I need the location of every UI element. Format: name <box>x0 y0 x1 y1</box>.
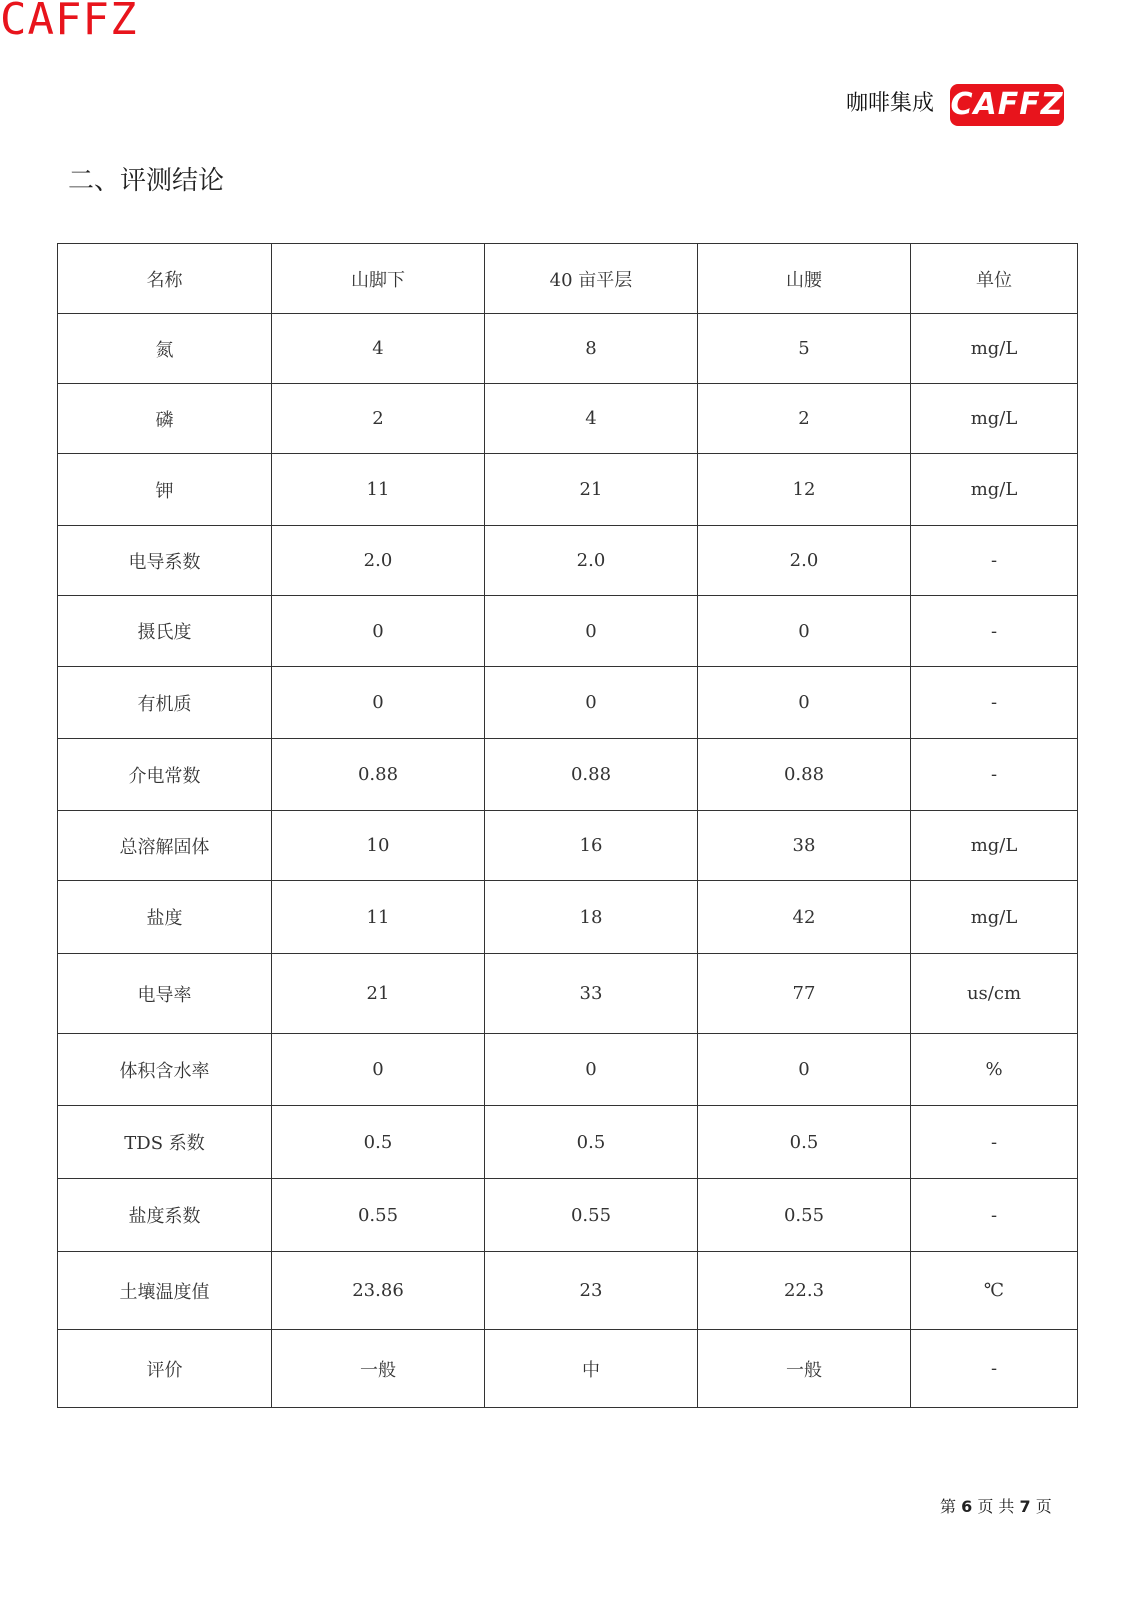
caffz-watermark: CAFFZ <box>0 0 138 45</box>
cell-unit: mg/L <box>911 314 1078 384</box>
cell-value: 11 <box>272 454 485 526</box>
caffz-logo: CAFFZ <box>950 84 1064 126</box>
cell-value: 0.5 <box>485 1106 698 1179</box>
current-page-number: 6 <box>961 1497 973 1516</box>
cell-value: 2 <box>272 384 485 454</box>
cell-value: 0.55 <box>485 1179 698 1252</box>
footer-prefix: 第 <box>940 1497 957 1516</box>
cell-value: 12 <box>698 454 911 526</box>
cell-unit: - <box>911 667 1078 739</box>
cell-value: 0.5 <box>698 1106 911 1179</box>
table-row <box>58 384 1078 454</box>
footer-suffix: 页 <box>1035 1497 1052 1516</box>
cell-value: 0.88 <box>698 739 911 811</box>
table-row <box>58 1179 1078 1252</box>
table-row <box>58 811 1078 881</box>
row-label: 盐度 <box>58 881 272 954</box>
cell-unit: - <box>911 1106 1078 1179</box>
row-label: 电导系数 <box>58 526 272 596</box>
cell-value: 23 <box>485 1252 698 1330</box>
table-row <box>58 454 1078 526</box>
table-row <box>58 954 1078 1034</box>
row-label: 总溶解固体 <box>58 811 272 881</box>
cell-value: 0 <box>272 1034 485 1106</box>
cell-value: 0.88 <box>485 739 698 811</box>
table-row <box>58 314 1078 384</box>
table-row <box>58 1330 1078 1408</box>
cell-value: 38 <box>698 811 911 881</box>
cell-value: 0.88 <box>272 739 485 811</box>
row-label: 体积含水率 <box>58 1034 272 1106</box>
cell-value: 18 <box>485 881 698 954</box>
cell-value: 0 <box>698 667 911 739</box>
row-label: 盐度系数 <box>58 1179 272 1252</box>
cell-value: 42 <box>698 881 911 954</box>
cell-value: 77 <box>698 954 911 1034</box>
cell-unit: mg/L <box>911 811 1078 881</box>
row-label: 钾 <box>58 454 272 526</box>
cell-unit: - <box>911 526 1078 596</box>
row-label: 电导率 <box>58 954 272 1034</box>
cell-value: 0 <box>485 1034 698 1106</box>
cell-value: 10 <box>272 811 485 881</box>
cell-unit: - <box>911 596 1078 667</box>
cell-unit: - <box>911 739 1078 811</box>
cell-value: 0.5 <box>272 1106 485 1179</box>
row-label: 土壤温度值 <box>58 1252 272 1330</box>
cell-unit: - <box>911 1179 1078 1252</box>
row-label: 磷 <box>58 384 272 454</box>
cell-unit: us/cm <box>911 954 1078 1034</box>
cell-value: 11 <box>272 881 485 954</box>
table-row <box>58 667 1078 739</box>
column-header-hillside: 山腰 <box>698 244 911 314</box>
cell-value: 2.0 <box>698 526 911 596</box>
total-pages-number: 7 <box>1019 1497 1031 1516</box>
cell-value: 22.3 <box>698 1252 911 1330</box>
cell-value: 33 <box>485 954 698 1034</box>
row-label: 评价 <box>58 1330 272 1408</box>
cell-unit: mg/L <box>911 454 1078 526</box>
cell-value: 中 <box>485 1330 698 1408</box>
row-label: 有机质 <box>58 667 272 739</box>
row-label: 介电常数 <box>58 739 272 811</box>
brand-name: 咖啡集成 <box>846 91 935 116</box>
cell-value: 16 <box>485 811 698 881</box>
column-header-unit: 单位 <box>911 244 1078 314</box>
cell-value: 0.55 <box>272 1179 485 1252</box>
table-row <box>58 596 1078 667</box>
cell-value: 0.55 <box>698 1179 911 1252</box>
section-title: 二、评测结论 <box>68 166 225 196</box>
cell-value: 一般 <box>272 1330 485 1408</box>
cell-unit: ℃ <box>911 1252 1078 1330</box>
cell-value: 5 <box>698 314 911 384</box>
cell-value: 8 <box>485 314 698 384</box>
cell-value: 21 <box>485 454 698 526</box>
cell-unit: % <box>911 1034 1078 1106</box>
table-header-row <box>58 244 1078 314</box>
row-label: TDS 系数 <box>58 1106 272 1179</box>
column-header-40mu-terrace: 40 亩平层 <box>485 244 698 314</box>
cell-unit: mg/L <box>911 881 1078 954</box>
cell-value: 0 <box>485 596 698 667</box>
cell-value: 2.0 <box>272 526 485 596</box>
cell-value: 0 <box>485 667 698 739</box>
row-label: 摄氏度 <box>58 596 272 667</box>
table-row <box>58 526 1078 596</box>
cell-value: 0 <box>698 1034 911 1106</box>
cell-value: 4 <box>272 314 485 384</box>
table-row <box>58 1252 1078 1330</box>
cell-value: 2 <box>698 384 911 454</box>
cell-unit: mg/L <box>911 384 1078 454</box>
cell-value: 0 <box>272 667 485 739</box>
table-row <box>58 739 1078 811</box>
cell-value: 4 <box>485 384 698 454</box>
cell-value: 0 <box>698 596 911 667</box>
cell-value: 21 <box>272 954 485 1034</box>
cell-value: 2.0 <box>485 526 698 596</box>
evaluation-table <box>57 243 1078 1408</box>
cell-value: 一般 <box>698 1330 911 1408</box>
column-header-foothill: 山脚下 <box>272 244 485 314</box>
table-row <box>58 1034 1078 1106</box>
column-header-name: 名称 <box>58 244 272 314</box>
page-footer <box>940 1494 1052 1517</box>
footer-middle: 页 共 <box>977 1497 1015 1516</box>
cell-value: 0 <box>272 596 485 667</box>
row-label: 氮 <box>58 314 272 384</box>
cell-unit: - <box>911 1330 1078 1408</box>
table-row <box>58 881 1078 954</box>
table-row <box>58 1106 1078 1179</box>
cell-value: 23.86 <box>272 1252 485 1330</box>
